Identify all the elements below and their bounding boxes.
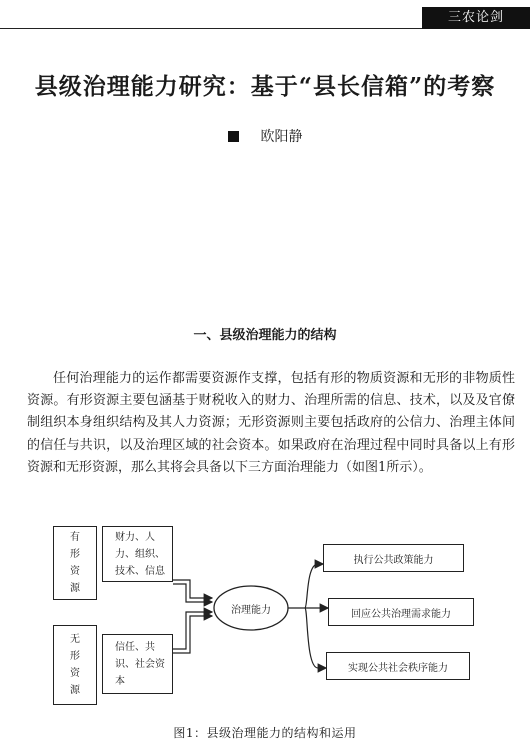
output-box-social-order: 实现公共社会秩序能力 — [326, 652, 470, 680]
article-title: 县级治理能力研究：基于“县长信箱”的考察 — [34, 73, 496, 100]
intangible-label-char: 源 — [70, 685, 80, 696]
tangible-resources-box — [53, 526, 97, 600]
center-node-label: 治理能力 — [231, 605, 271, 616]
output-box-execute-policy: 执行公共政策能力 — [323, 544, 464, 572]
tangible-label-char: 源 — [70, 583, 80, 594]
intangible-resources-box — [53, 625, 97, 705]
section-heading: 一、县级治理能力的结构 — [193, 328, 337, 343]
tangible-label-char: 资 — [70, 566, 80, 577]
intangible-label-char: 形 — [70, 651, 80, 662]
arrow-intangible-to-center-2 — [173, 612, 212, 649]
arrow-tangible-to-center — [173, 580, 212, 598]
square-bullet-icon — [228, 131, 239, 142]
section-tab: 三农论剑 — [422, 7, 530, 29]
intangible-label-char: 无 — [70, 634, 80, 645]
intangible-label-char: 资 — [70, 668, 80, 679]
figure-caption: 图1：县级治理能力的结构和运用 — [173, 726, 357, 740]
tangible-label-char: 有 — [70, 532, 80, 543]
arrow-tangible-to-center-2 — [173, 584, 212, 602]
tangible-items-box: 财力、人力、组织、技术、信息 — [102, 526, 173, 582]
author-line — [0, 126, 530, 146]
body-paragraph: 任何治理能力的运作都需要资源作支撑，包括有形的物质资源和无形的非物质性资源。有形资源主要包涵基于财税收入的财力、治理所需的信息、技术，以及及官僚制组织本身组织结构及其人力资源；无形资源则主要包括政府的公信力、治理主体间的信任与共识，以及治理区域的社会资本。如果政府在治理过程中同时具备以上有形资源和无形资源，那么其将会具备以下三方面治理能力（如图1所示）。 — [27, 371, 515, 475]
intangible-items-box: 信任、共识、社会资本 — [102, 634, 173, 694]
output-bracket — [288, 564, 318, 668]
arrow-intangible-to-center — [173, 616, 212, 653]
author-name: 欧阳静 — [260, 129, 303, 145]
tangible-label-char: 形 — [70, 549, 80, 560]
figure-diagram — [0, 531, 530, 715]
output-box-respond-demand: 回应公共治理需求能力 — [328, 598, 474, 626]
